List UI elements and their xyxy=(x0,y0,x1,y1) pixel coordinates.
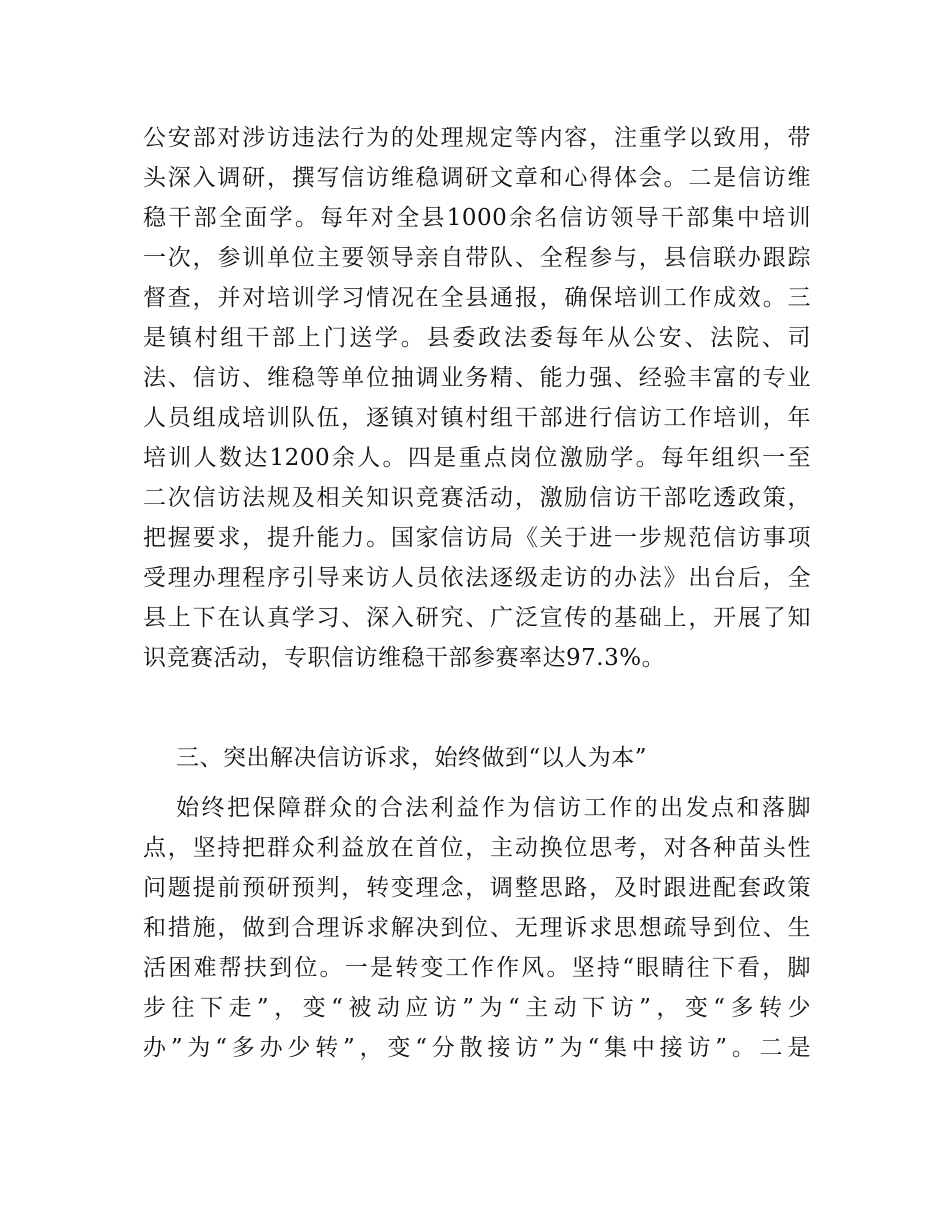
paragraph-training xyxy=(143,118,811,678)
text-line: 和措施，做到合理诉求解决到位、无理诉求思想疏导到位、生 xyxy=(143,915,811,941)
text-line: 县上下在认真学习、深入研究、广泛宣传的基础上，开展了知 xyxy=(143,605,811,631)
paragraph-people-first xyxy=(143,788,811,1068)
text-line: 步往下走”，变“被动应访”为“主动下访”，变“多转少 xyxy=(143,995,811,1021)
text-line: 一次，参训单位主要领导亲自带队、全程参与，县信联办跟踪 xyxy=(143,245,811,271)
text-line: 始终把保障群众的合法利益作为信访工作的出发点和落脚 xyxy=(176,795,811,821)
text-line: 受理办理程序引导来访人员依法逐级走访的办法》出台后，全 xyxy=(143,565,811,591)
text-line: 识竞赛活动，专职信访维稳干部参赛率达97.3%。 xyxy=(143,645,666,671)
text-line: 法、信访、维稳等单位抽调业务精、能力强、经验丰富的专业 xyxy=(143,365,811,391)
text-line: 头深入调研，撰写信访维稳调研文章和心得体会。二是信访维 xyxy=(143,165,811,191)
text-line: 办”为“多办少转”，变“分散接访”为“集中接访”。二是 xyxy=(143,1035,811,1061)
text-line: 是镇村组干部上门送学。县委政法委每年从公安、法院、司 xyxy=(143,325,811,351)
text-line: 点，坚持把群众利益放在首位，主动换位思考，对各种苗头性 xyxy=(143,835,811,861)
text-line: 把握要求，提升能力。国家信访局《关于进一步规范信访事项 xyxy=(143,525,811,551)
text-line: 问题提前预研预判，转变理念，调整思路，及时跟进配套政策 xyxy=(143,875,811,901)
text-line: 稳干部全面学。每年对全县1000余名信访领导干部集中培训 xyxy=(143,205,811,231)
text-line: 活困难帮扶到位。一是转变工作作风。坚持“眼睛往下看，脚 xyxy=(143,955,811,981)
text-line: 人员组成培训队伍，逐镇对镇村组干部进行信访工作培训，年 xyxy=(143,405,811,431)
text-line: 公安部对涉访违法行为的处理规定等内容，注重学以致用，带 xyxy=(143,125,811,151)
text-line: 二次信访法规及相关知识竞赛活动，激励信访干部吃透政策， xyxy=(143,485,811,511)
section-heading: 三、突出解决信访诉求，始终做到“以人为本” xyxy=(176,745,648,771)
text-line: 培训人数达1200余人。四是重点岗位激励学。每年组织一至 xyxy=(143,445,811,471)
text-line: 督查，并对培训学习情况在全县通报，确保培训工作成效。三 xyxy=(143,285,811,311)
